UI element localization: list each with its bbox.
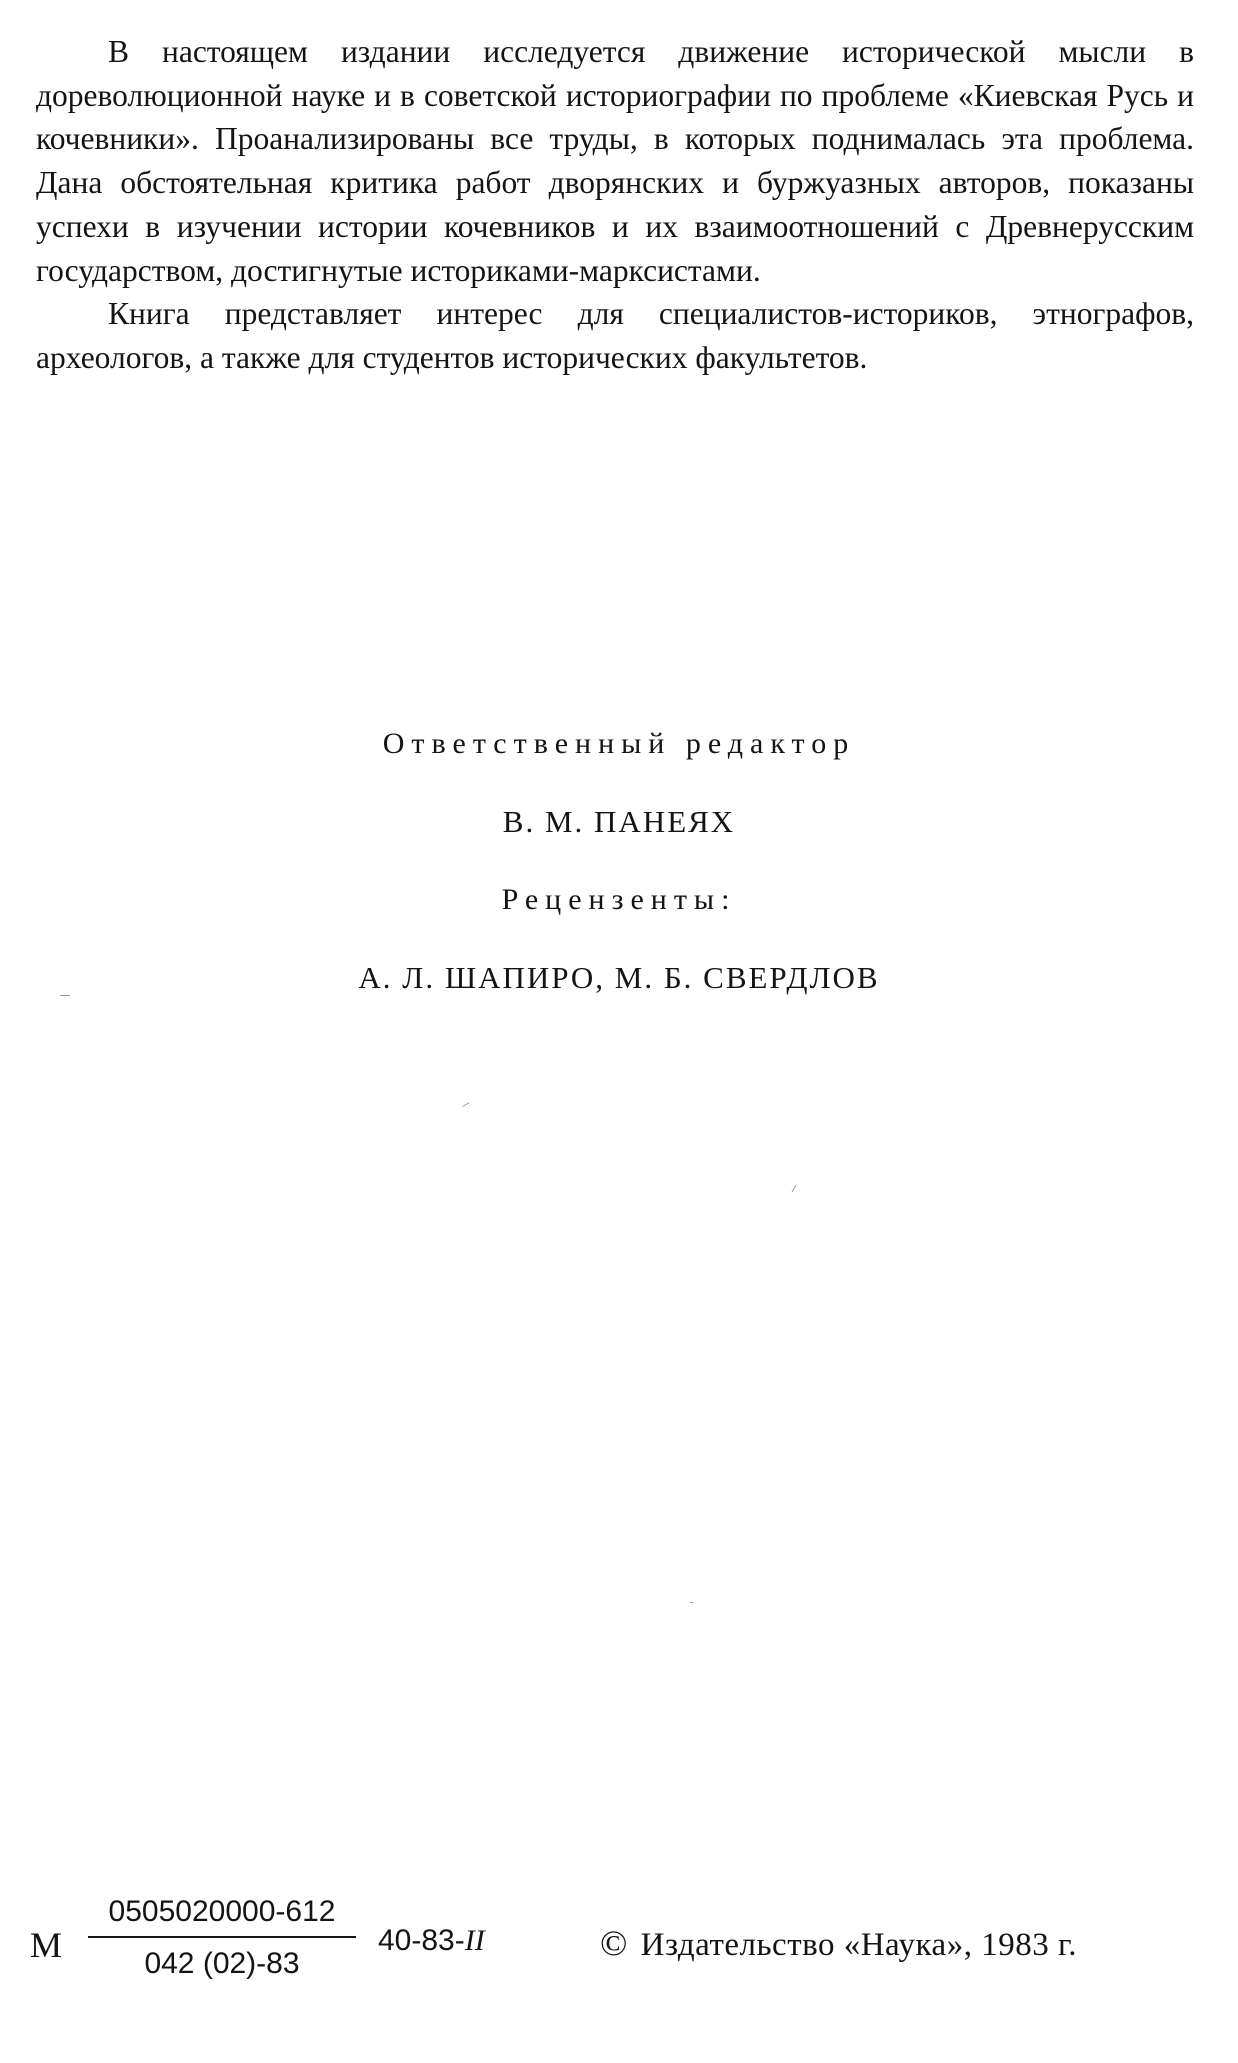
copyright-text: Издательство «Наука», 1983 г. <box>640 1927 1078 1963</box>
editor-name: В. М. ПАНЕЯХ <box>502 804 736 839</box>
speck <box>792 1185 797 1192</box>
imprint-suffix-main: 40-83- <box>378 1924 465 1957</box>
credits-block <box>0 724 1238 998</box>
reviewers-names: А. Л. ШАПИРО, М. Б. СВЕРДЛОВ <box>358 960 880 995</box>
annotation-paragraph-2: Книга представляет интерес для специалистов-историков, этнографов, археологов, а также для студентов исторических факультетов. <box>36 296 1194 375</box>
imprint-code-numerator: 0505020000-612 <box>108 1895 336 1928</box>
imprint-suffix-italic: II <box>464 1924 485 1957</box>
speck <box>462 1102 469 1107</box>
imprint-code-suffix <box>378 1924 485 1958</box>
annotation-paragraph-1: В настоящем издании исследуется движение исторической мысли в дореволюционной науке и в советской историографии по проблеме «Киевская Русь и кочевники». Проанализированы все труды, в которых поднималась эта проблема. Дана обстоятельная критика работ дворянских и буржуазных авторов, показаны успехи в изучении истории кочевников и их взаимоотношений с Древнерусским государством, достигнутые историками-марксистами. <box>36 34 1194 288</box>
reviewers-role: Рецензенты: <box>501 883 737 916</box>
copyright-notice <box>600 1922 1077 1964</box>
editor-role: Ответственный редактор <box>382 727 856 760</box>
speck <box>60 995 70 996</box>
fraction-bar <box>88 1936 356 1938</box>
speck <box>690 1602 693 1603</box>
imprint-code-fraction <box>80 1890 364 1986</box>
annotation-text <box>36 30 1194 380</box>
copyright-icon: © <box>600 1923 628 1963</box>
imprint-line <box>30 1890 1210 2010</box>
imprint-code-denominator: 042 (02)-83 <box>144 1947 300 1980</box>
imprint-letter: М <box>30 1925 63 1965</box>
